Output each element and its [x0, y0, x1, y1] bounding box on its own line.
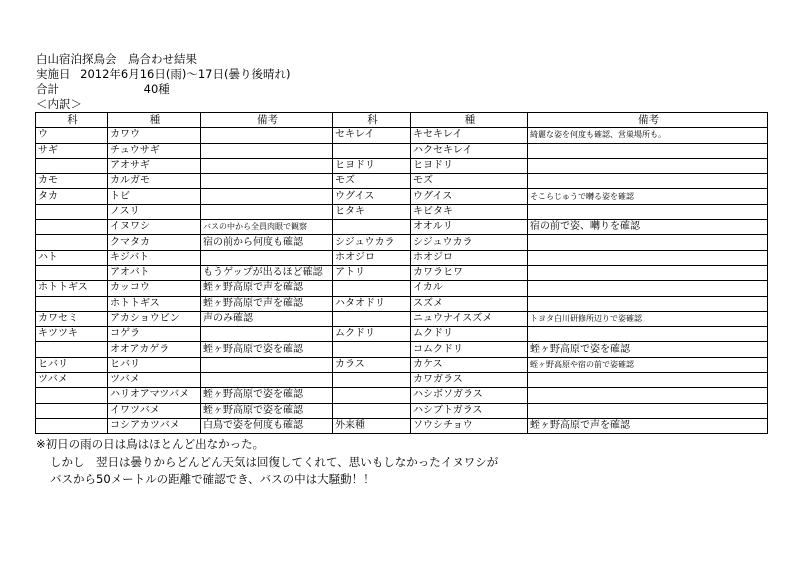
column-header: 科: [333, 113, 411, 128]
table-row: [36, 357, 768, 372]
species-cell: ノスリ: [108, 204, 201, 219]
table-body: [36, 113, 768, 434]
note-line-3: バスから50メートルの距離で確認でき、バスの中は大騒動！！: [50, 472, 375, 486]
family-cell: カワセミ: [36, 311, 108, 326]
family-cell: ウ: [36, 128, 108, 143]
family-cell: 外来種: [333, 418, 411, 433]
species-cell: モズ: [411, 174, 528, 189]
remarks-cell: [201, 250, 333, 265]
family-cell: [36, 296, 108, 311]
family-cell: ハタオドリ: [333, 296, 411, 311]
species-cell: コゲラ: [108, 327, 201, 342]
remarks-cell: そこらじゅうで囀る姿を確認: [528, 189, 768, 204]
table-row: [36, 281, 768, 296]
remarks-cell: [201, 128, 333, 143]
note-line-1: ※初日の雨の日は鳥はほとんど出なかった。: [36, 437, 265, 451]
remarks-cell: もうゲップが出るほど確認: [201, 265, 333, 280]
remarks-cell: [201, 189, 333, 204]
species-cell: ハシブトガラス: [411, 403, 528, 418]
column-header: 備考: [201, 113, 333, 128]
species-cell: カワラヒワ: [411, 265, 528, 280]
remarks-cell: [528, 143, 768, 158]
total-label: 合計: [36, 82, 59, 96]
remarks-cell: 綺麗な姿を何度も確認、営巣場所も。: [528, 128, 768, 143]
species-cell: アオサギ: [108, 158, 201, 173]
table-row: [36, 388, 768, 403]
family-cell: [36, 204, 108, 219]
table-row: [36, 235, 768, 250]
remarks-cell: [201, 373, 333, 388]
family-cell: ヒヨドリ: [333, 158, 411, 173]
table-row: [36, 342, 768, 357]
family-cell: アトリ: [333, 265, 411, 280]
column-header: 備考: [528, 113, 768, 128]
family-cell: タカ: [36, 189, 108, 204]
species-cell: ウグイス: [411, 189, 528, 204]
remarks-cell: 白鳥で姿を何度も確認: [201, 418, 333, 433]
species-cell: ヒバリ: [108, 357, 201, 372]
column-header: 科: [36, 113, 108, 128]
species-cell: オオアカゲラ: [108, 342, 201, 357]
remarks-cell: [201, 204, 333, 219]
table-row: [36, 204, 768, 219]
species-cell: アオバト: [108, 265, 201, 280]
species-cell: チュウサギ: [108, 143, 201, 158]
family-cell: シジュウカラ: [333, 235, 411, 250]
species-cell: カッコウ: [108, 281, 201, 296]
family-cell: [36, 235, 108, 250]
species-cell: スズメ: [411, 296, 528, 311]
species-cell: オオルリ: [411, 220, 528, 235]
table-header-row: [36, 113, 768, 128]
family-cell: [36, 388, 108, 403]
species-cell: ハクセキレイ: [411, 143, 528, 158]
species-cell: イヌワシ: [108, 220, 201, 235]
species-cell: カルガモ: [108, 174, 201, 189]
family-cell: ホトトギス: [36, 281, 108, 296]
family-cell: [36, 220, 108, 235]
family-cell: ヒバリ: [36, 357, 108, 372]
table-row: [36, 189, 768, 204]
date-label: 実施日: [36, 67, 71, 81]
family-cell: カラス: [333, 357, 411, 372]
remarks-cell: [528, 281, 768, 296]
remarks-cell: 宿の前で姿、囀りを確認: [528, 220, 768, 235]
species-cell: コムクドリ: [411, 342, 528, 357]
species-cell: キセキレイ: [411, 128, 528, 143]
table-row: [36, 373, 768, 388]
note-line-2: しかし 翌日は曇りからどんどん天気は回復してくれて、思いもしなかったイヌワシが: [50, 455, 499, 469]
remarks-cell: 声のみ確認: [201, 311, 333, 326]
remarks-cell: 宿の前から何度も確認: [201, 235, 333, 250]
family-cell: ウグイス: [333, 189, 411, 204]
family-cell: キツツキ: [36, 327, 108, 342]
remarks-cell: [201, 174, 333, 189]
remarks-cell: [201, 158, 333, 173]
total-value: 40種: [143, 82, 170, 96]
breakdown-label: ＜内訳＞: [36, 97, 82, 111]
species-cell: ツバメ: [108, 373, 201, 388]
table-row: [36, 265, 768, 280]
species-cell: カワガラス: [411, 373, 528, 388]
family-cell: [333, 388, 411, 403]
table-row: [36, 403, 768, 418]
date-line: [36, 68, 290, 81]
species-cell: コシアカツバメ: [108, 418, 201, 433]
species-cell: クマタカ: [108, 235, 201, 250]
species-cell: ソウシチョウ: [411, 418, 528, 433]
family-cell: ツバメ: [36, 373, 108, 388]
remarks-cell: 蛭ヶ野高原で姿を確認: [201, 388, 333, 403]
family-cell: [333, 143, 411, 158]
total-line: [36, 83, 170, 96]
column-header: 種: [108, 113, 201, 128]
family-cell: [36, 418, 108, 433]
family-cell: [333, 281, 411, 296]
species-cell: ホオジロ: [411, 250, 528, 265]
table-row: [36, 143, 768, 158]
table-row: [36, 220, 768, 235]
species-cell: キジバト: [108, 250, 201, 265]
remarks-cell: 蛭ヶ野高原で声を確認: [201, 281, 333, 296]
remarks-cell: トヨタ白川研修所辺りで姿確認: [528, 311, 768, 326]
family-cell: [36, 265, 108, 280]
remarks-cell: [528, 373, 768, 388]
family-cell: [36, 403, 108, 418]
remarks-cell: [528, 296, 768, 311]
family-cell: カモ: [36, 174, 108, 189]
species-cell: ホトトギス: [108, 296, 201, 311]
family-cell: [333, 373, 411, 388]
page-title: 白山宿泊探鳥会 鳥合わせ結果: [36, 52, 197, 66]
family-cell: [333, 403, 411, 418]
remarks-cell: [528, 327, 768, 342]
table-row: [36, 418, 768, 433]
remarks-cell: [201, 357, 333, 372]
remarks-cell: 蛭ヶ野高原で姿を確認: [201, 403, 333, 418]
species-cell: カワウ: [108, 128, 201, 143]
remarks-cell: [528, 265, 768, 280]
remarks-cell: 蛭ヶ野高原や宿の前で姿確認: [528, 357, 768, 372]
remarks-cell: 蛭ヶ野高原で姿を確認: [201, 342, 333, 357]
species-cell: イワツバメ: [108, 403, 201, 418]
remarks-cell: [528, 174, 768, 189]
table-row: [36, 311, 768, 326]
family-cell: モズ: [333, 174, 411, 189]
remarks-cell: [201, 143, 333, 158]
family-cell: セキレイ: [333, 128, 411, 143]
remarks-cell: [528, 250, 768, 265]
family-cell: [36, 342, 108, 357]
table-row: [36, 250, 768, 265]
species-cell: アカショウビン: [108, 311, 201, 326]
species-cell: ニュウナイスズメ: [411, 311, 528, 326]
remarks-cell: 蛭ヶ野高原で姿を確認: [528, 342, 768, 357]
species-cell: キビタキ: [411, 204, 528, 219]
remarks-cell: [201, 327, 333, 342]
family-cell: サギ: [36, 143, 108, 158]
remarks-cell: [528, 158, 768, 173]
remarks-cell: バスの中から全員肉眼で観察: [201, 220, 333, 235]
remarks-cell: [528, 388, 768, 403]
family-cell: ホオジロ: [333, 250, 411, 265]
family-cell: ムクドリ: [333, 327, 411, 342]
remarks-cell: [528, 403, 768, 418]
column-header: 種: [411, 113, 528, 128]
species-cell: ハシボソガラス: [411, 388, 528, 403]
species-cell: トビ: [108, 189, 201, 204]
family-cell: ハト: [36, 250, 108, 265]
species-cell: ムクドリ: [411, 327, 528, 342]
family-cell: [36, 158, 108, 173]
family-cell: ヒタキ: [333, 204, 411, 219]
family-cell: [333, 311, 411, 326]
table-row: [36, 174, 768, 189]
species-cell: ヒヨドリ: [411, 158, 528, 173]
family-cell: [333, 220, 411, 235]
table-row: [36, 128, 768, 143]
remarks-cell: [528, 235, 768, 250]
family-cell: [333, 342, 411, 357]
table-row: [36, 296, 768, 311]
species-cell: シジュウカラ: [411, 235, 528, 250]
remarks-cell: [528, 204, 768, 219]
remarks-cell: 蛭ヶ野高原で声を確認: [528, 418, 768, 433]
species-cell: イカル: [411, 281, 528, 296]
table-row: [36, 158, 768, 173]
table-row: [36, 327, 768, 342]
species-cell: カケス: [411, 357, 528, 372]
date-value: 2012年6月16日(雨)～17日(曇り後晴れ): [80, 67, 291, 81]
species-cell: ハリオアマツバメ: [108, 388, 201, 403]
bird-results-table: [35, 112, 768, 434]
remarks-cell: 蛭ヶ野高原で声を確認: [201, 296, 333, 311]
